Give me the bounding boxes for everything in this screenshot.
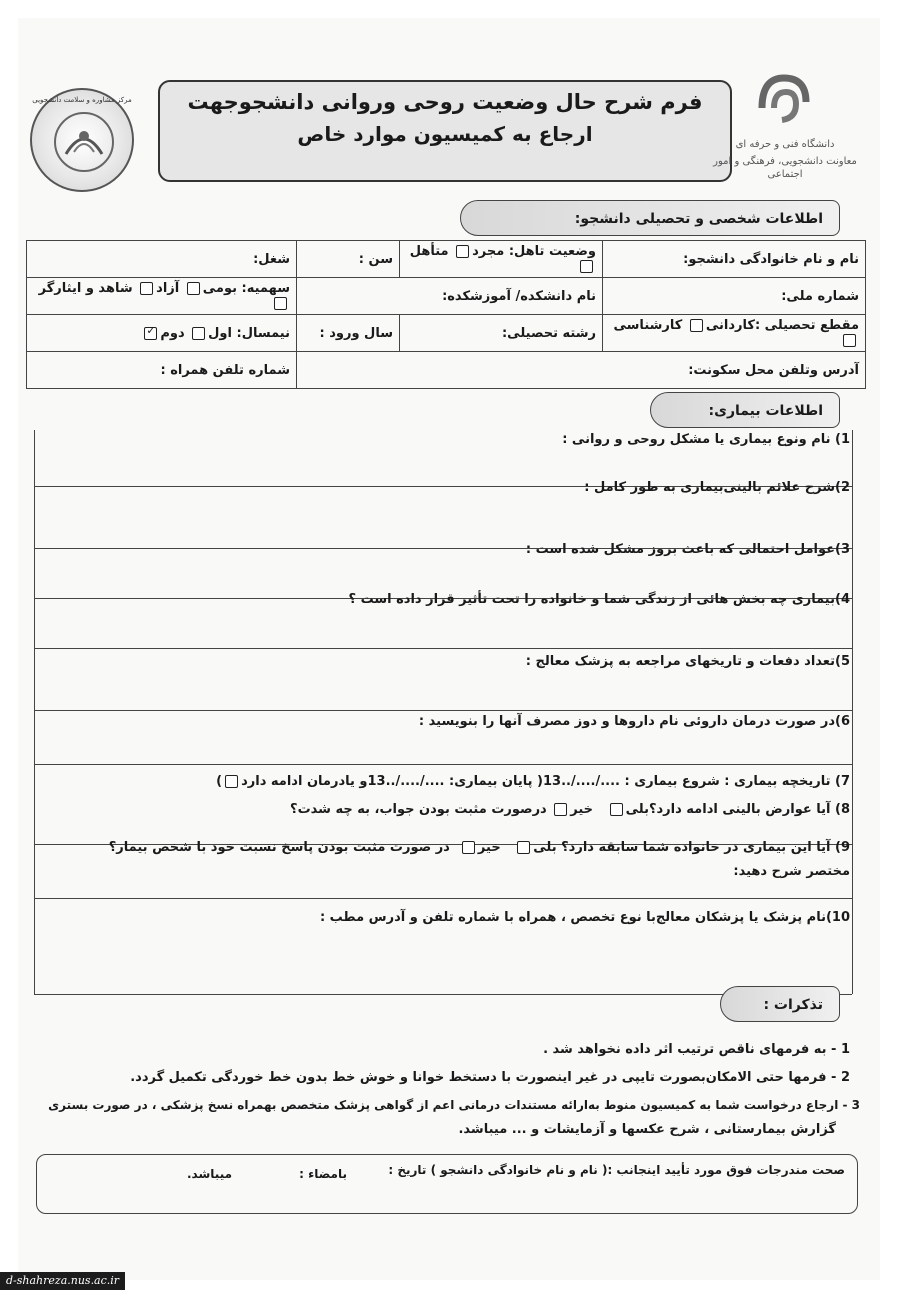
confirmation-text: صحت مندرجات فوق مورد تأیید اینجانب :( نام و نام خانوادگی دانشجو ) تاریخ : (388, 1163, 845, 1177)
section-header-notes (720, 986, 840, 1022)
section-header-illness (650, 392, 840, 428)
university-emblem-icon (754, 68, 816, 130)
note-2: 2 - فرمها حتی الامکان‌بصورت تایپی در غیر اینصورت با دستخط خوانا و خوش خط بدون خط خوردگی تکمیل گردد. (130, 1070, 850, 1085)
bachelor-checkbox[interactable] (843, 334, 856, 347)
national-id-cell[interactable]: شماره ملی: (603, 278, 866, 315)
treatment-ongoing-checkbox[interactable] (225, 775, 238, 788)
q8-no-checkbox[interactable] (554, 803, 567, 816)
job-cell[interactable]: شغل: (27, 241, 297, 278)
quota-native-checkbox[interactable] (187, 282, 200, 295)
note-1: 1 - به فرمهای ناقص ترتیب اثر داده نخواهد شد . (543, 1042, 850, 1057)
question-2: 2)شرح علائم بالینی‌بیماری به طور کامل : (584, 480, 850, 495)
divider-q9 (34, 898, 852, 899)
field-of-study-cell[interactable]: رشته تحصیلی: (400, 315, 603, 352)
married-checkbox[interactable] (580, 260, 593, 273)
form-title-box (158, 80, 732, 182)
counseling-seal-logo (30, 88, 134, 192)
form-page (18, 18, 880, 1280)
associate-checkbox[interactable] (690, 319, 703, 332)
section-title-personal: اطلاعات شخصی و تحصیلی دانشجو: (574, 211, 823, 227)
form-title-line2: ارجاع به کمیسیون موارد خاص (297, 122, 593, 146)
note-3-cont: گزارش بیمارستانی ، شرح عکسها و آزمایشات و ... میباشد. (458, 1122, 836, 1137)
q9-no-checkbox[interactable] (462, 841, 475, 854)
question-4: 4)بیماری چه بخش هائی از زندگی شما و خانواده را تحت تأثیر قرار داده است ؟ (348, 592, 850, 607)
personal-row-1 (27, 241, 866, 278)
question-6: 6)در صورت درمان داروئی نام داروها و دوز مصرف آنها را بنویسید : (418, 714, 850, 729)
personal-info-table (26, 240, 866, 389)
form-title-line1: فرم شرح حال وضعیت روحی وروانی دانشجوجهت (187, 90, 703, 114)
age-cell[interactable]: سن : (297, 241, 400, 278)
divider-q4 (34, 648, 852, 649)
question-3: 3)عوامل احتمالی که باعث بروز مشکل شده است : (525, 542, 850, 557)
q9-yes-checkbox[interactable] (517, 841, 530, 854)
university-subtitle: معاونت دانشجویی، فرهنگی و امور اجتماعی (713, 156, 857, 180)
seal-inner-ring (54, 112, 114, 172)
section-title-notes: تذکرات : (763, 997, 823, 1013)
note-3: 3 - ارجاع درخواست شما به کمیسیون منوط به‌ارائه مستندات درمانی اعم از گواهی پزشک متخصص بهمراه نسخ پزشکی ، در صورت بستری (48, 1098, 860, 1112)
section-header-personal (460, 200, 840, 236)
illness-right-border (852, 430, 853, 994)
marital-status-cell: وضعیت تاهل: مجرد متأهل (400, 241, 603, 278)
question-10: 10)نام پزشک یا پزشکان معالج‌با نوع تخصص ، همراه با شماره تلفن و آدرس مطب : (319, 910, 850, 925)
site-watermark: d-shahreza.nus.ac.ir (0, 1272, 125, 1290)
question-9: 9) آیا این بیماری در خانواده شما سابقه دارد؟ بلی خیر در صورت مثبت بودن پاسخ نسبت خود با شخص بیمار؟ (108, 840, 850, 855)
semester-first-checkbox[interactable] (192, 327, 205, 340)
q8-yes-checkbox[interactable] (610, 803, 623, 816)
quota-free-checkbox[interactable] (140, 282, 153, 295)
entry-year-cell[interactable]: سال ورود : (297, 315, 400, 352)
semester-second-checkbox[interactable] (144, 327, 157, 340)
degree-level-cell: مقطع تحصیلی :کاردانی کارشناسی (603, 315, 866, 352)
personal-row-4 (27, 352, 866, 389)
question-5: 5)تعداد دفعات و تاریخهای مراجعه به پزشک معالج : (525, 654, 850, 669)
seal-emblem-icon (56, 114, 112, 170)
personal-row-2 (27, 278, 866, 315)
question-7: 7) تاریخچه بیماری : شروع بیماری : ..../..../..13( پایان بیماری: ..../..../..13و یادرمان ادامه دارد) (216, 774, 850, 789)
question-8: 8) آیا عوارض بالینی ادامه دارد؟بلی خیر درصورت مثبت بودن جواب، به چه شدت؟ (290, 802, 850, 817)
university-name: دانشگاه فنی و حرفه ای (735, 139, 835, 150)
question-1: 1) نام ونوع بیماری یا مشکل روحی و روانی : (562, 432, 850, 447)
address-phone-cell[interactable]: آدرس وتلفن محل سکونت: (297, 352, 866, 389)
single-checkbox[interactable] (456, 245, 469, 258)
signature-label: بامضاء : (299, 1167, 347, 1181)
personal-row-3 (27, 315, 866, 352)
confirmation-end: میباشد. (187, 1167, 233, 1181)
faculty-cell[interactable]: نام دانشکده/ آموزشکده: (297, 278, 603, 315)
seal-text: مرکز مشاوره و سلامت دانشجویی (32, 96, 132, 104)
semester-cell: نیمسال: اول دوم✓ (27, 315, 297, 352)
confirmation-box (36, 1154, 858, 1214)
divider-q5 (34, 710, 852, 711)
section-title-illness: اطلاعات بیماری: (708, 403, 823, 419)
university-logo (710, 68, 860, 188)
question-9-brief: مختصر شرح دهید: (733, 864, 850, 879)
mobile-cell[interactable]: شماره تلفن همراه : (27, 352, 297, 389)
student-name-cell[interactable]: نام و نام خانوادگی دانشجو: (603, 241, 866, 278)
quota-cell: سهمیه: بومی آزاد شاهد و ایثارگر (27, 278, 297, 315)
quota-veteran-checkbox[interactable] (274, 297, 287, 310)
divider-q6 (34, 764, 852, 765)
illness-left-border (34, 430, 35, 994)
